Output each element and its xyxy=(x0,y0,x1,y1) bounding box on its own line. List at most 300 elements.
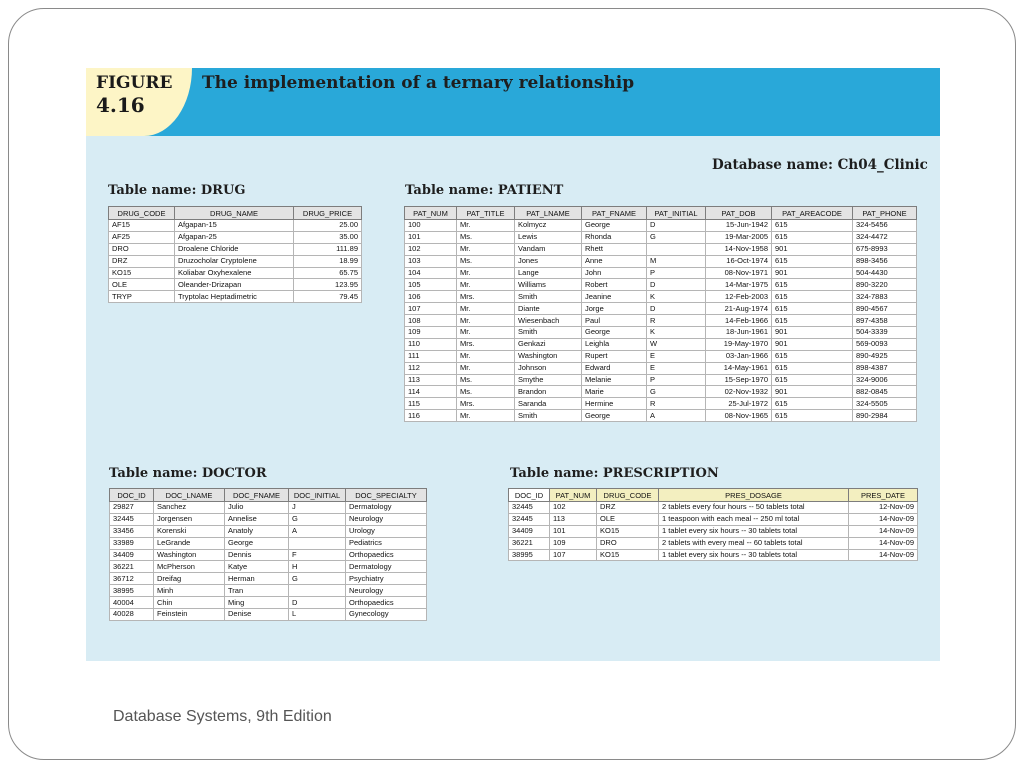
table-cell: 1 tablet every six hours -- 30 tablets total xyxy=(659,549,849,561)
table-cell: J xyxy=(289,502,346,514)
column-header: PRES_DOSAGE xyxy=(659,489,849,502)
table-cell: 113 xyxy=(405,374,457,386)
table-cell: 890-3220 xyxy=(853,279,917,291)
table-cell: 115 xyxy=(405,398,457,410)
table-cell: Korenski xyxy=(154,525,225,537)
table-cell: Ms. xyxy=(457,374,515,386)
table-cell: 14-Nov-09 xyxy=(849,513,918,525)
table-cell xyxy=(289,585,346,597)
table-cell: Ms. xyxy=(457,231,515,243)
table-cell: Edward xyxy=(582,362,647,374)
table-row xyxy=(405,386,917,398)
table-cell: 504-3339 xyxy=(853,327,917,339)
table-cell: AF25 xyxy=(109,231,175,243)
table-cell: 18.99 xyxy=(294,255,362,267)
table-cell: Annelise xyxy=(225,513,289,525)
table-cell: 25.00 xyxy=(294,220,362,232)
table-cell: Dermatology xyxy=(346,502,427,514)
table-cell: W xyxy=(647,338,706,350)
table-cell: 34409 xyxy=(110,549,154,561)
table-cell: 106 xyxy=(405,291,457,303)
table-row xyxy=(110,585,427,597)
table-cell: Genkazi xyxy=(515,338,582,350)
column-header: PRES_DATE xyxy=(849,489,918,502)
table-cell: 111 xyxy=(405,350,457,362)
table-cell: 38995 xyxy=(509,549,550,561)
table-cell: Mrs. xyxy=(457,338,515,350)
table-cell: Dreifag xyxy=(154,573,225,585)
table-cell: KO15 xyxy=(597,525,659,537)
table-cell: 890-4925 xyxy=(853,350,917,362)
patient-table xyxy=(404,206,917,422)
table-cell: D xyxy=(647,303,706,315)
table-cell: 65.75 xyxy=(294,267,362,279)
doctor-table xyxy=(109,488,427,621)
table-cell: A xyxy=(647,410,706,422)
table-cell: 14-Feb-1966 xyxy=(706,315,772,327)
table-cell: 33456 xyxy=(110,525,154,537)
table-cell: Washington xyxy=(515,350,582,362)
prescription-table-label: Table name: PRESCRIPTION xyxy=(510,466,719,481)
table-cell: Leighla xyxy=(582,338,647,350)
table-cell: 675-8993 xyxy=(853,243,917,255)
table-cell: 898-3456 xyxy=(853,255,917,267)
table-cell: L xyxy=(289,609,346,621)
table-cell: Pediatrics xyxy=(346,537,427,549)
column-header: DRUG_PRICE xyxy=(294,207,362,220)
table-cell: Hermine xyxy=(582,398,647,410)
table-cell: 112 xyxy=(405,362,457,374)
table-cell: Koliabar Oxyhexalene xyxy=(175,267,294,279)
table-cell: 615 xyxy=(772,410,853,422)
column-header: DOC_LNAME xyxy=(154,489,225,502)
drug-table-label: Table name: DRUG xyxy=(108,183,246,198)
table-cell: George xyxy=(225,537,289,549)
table-cell: 324-4472 xyxy=(853,231,917,243)
table-cell: Afgapan-25 xyxy=(175,231,294,243)
table-row xyxy=(405,350,917,362)
table-cell: D xyxy=(289,597,346,609)
table-cell: 25-Jul-1972 xyxy=(706,398,772,410)
table-cell: Afgapan-15 xyxy=(175,220,294,232)
table-cell: 14-Mar-1975 xyxy=(706,279,772,291)
table-cell: Druzocholar Cryptolene xyxy=(175,255,294,267)
table-cell: 615 xyxy=(772,220,853,232)
table-cell: 615 xyxy=(772,231,853,243)
slide-footer: Database Systems, 9th Edition xyxy=(113,708,332,725)
table-cell: 901 xyxy=(772,386,853,398)
table-cell: DRZ xyxy=(109,255,175,267)
table-cell: Ms. xyxy=(457,255,515,267)
table-cell: 111.89 xyxy=(294,243,362,255)
table-row xyxy=(509,502,918,514)
table-cell: Lange xyxy=(515,267,582,279)
table-row xyxy=(405,398,917,410)
table-cell: Marie xyxy=(582,386,647,398)
table-row xyxy=(405,291,917,303)
table-cell: Feinstein xyxy=(154,609,225,621)
column-header: DRUG_NAME xyxy=(175,207,294,220)
table-row xyxy=(110,537,427,549)
table-cell: 901 xyxy=(772,267,853,279)
table-cell: Mrs. xyxy=(457,291,515,303)
table-cell: KO15 xyxy=(109,267,175,279)
table-cell: OLE xyxy=(597,513,659,525)
table-cell: Rhett xyxy=(582,243,647,255)
table-cell: Psychiatry xyxy=(346,573,427,585)
figure-title: The implementation of a ternary relationship xyxy=(202,73,635,93)
column-header: DOC_FNAME xyxy=(225,489,289,502)
table-cell: 890-2984 xyxy=(853,410,917,422)
table-cell: DRO xyxy=(109,243,175,255)
prescription-table xyxy=(508,488,918,561)
table-cell: Gynecology xyxy=(346,609,427,621)
table-cell: TRYP xyxy=(109,291,175,303)
table-cell: 34409 xyxy=(509,525,550,537)
table-row xyxy=(405,327,917,339)
table-row xyxy=(405,338,917,350)
table-cell: R xyxy=(647,315,706,327)
table-cell: Lewis xyxy=(515,231,582,243)
table-cell: 1 tablet every six hours -- 30 tablets total xyxy=(659,525,849,537)
table-row xyxy=(109,279,362,291)
table-cell: Mr. xyxy=(457,279,515,291)
table-row xyxy=(110,597,427,609)
table-cell: OLE xyxy=(109,279,175,291)
table-cell: 114 xyxy=(405,386,457,398)
table-cell: 21-Aug-1974 xyxy=(706,303,772,315)
table-cell: 14-Nov-09 xyxy=(849,537,918,549)
table-cell: 107 xyxy=(405,303,457,315)
table-cell: 105 xyxy=(405,279,457,291)
table-cell: 14-Nov-1958 xyxy=(706,243,772,255)
table-cell: 108 xyxy=(405,315,457,327)
table-cell: 35.00 xyxy=(294,231,362,243)
table-cell: Saranda xyxy=(515,398,582,410)
table-cell: 890-4567 xyxy=(853,303,917,315)
table-cell: John xyxy=(582,267,647,279)
column-header: PAT_AREACODE xyxy=(772,207,853,220)
table-cell: P xyxy=(647,267,706,279)
table-cell: Mr. xyxy=(457,350,515,362)
table-cell: McPherson xyxy=(154,561,225,573)
table-cell: G xyxy=(289,513,346,525)
table-cell: Mr. xyxy=(457,267,515,279)
table-cell: 901 xyxy=(772,243,853,255)
table-cell: LeGrande xyxy=(154,537,225,549)
table-cell: Wiesenbach xyxy=(515,315,582,327)
table-cell: 32445 xyxy=(110,513,154,525)
column-header: PAT_LNAME xyxy=(515,207,582,220)
column-header: DRUG_CODE xyxy=(597,489,659,502)
table-cell: G xyxy=(289,573,346,585)
table-cell: Chin xyxy=(154,597,225,609)
table-cell: AF15 xyxy=(109,220,175,232)
table-cell: Dennis xyxy=(225,549,289,561)
table-cell: Washington xyxy=(154,549,225,561)
table-cell: 32445 xyxy=(509,513,550,525)
table-cell: Smith xyxy=(515,327,582,339)
table-cell: Mr. xyxy=(457,303,515,315)
table-cell: Orthopaedics xyxy=(346,597,427,609)
table-cell: 615 xyxy=(772,303,853,315)
table-cell: 101 xyxy=(405,231,457,243)
table-cell: 40004 xyxy=(110,597,154,609)
table-cell: E xyxy=(647,362,706,374)
table-row xyxy=(110,561,427,573)
table-cell: Mr. xyxy=(457,327,515,339)
table-cell: 19-Mar-2005 xyxy=(706,231,772,243)
table-row xyxy=(110,549,427,561)
table-cell: Mr. xyxy=(457,243,515,255)
table-cell: Sanchez xyxy=(154,502,225,514)
table-cell: Brandon xyxy=(515,386,582,398)
table-cell: Robert xyxy=(582,279,647,291)
table-row xyxy=(405,267,917,279)
table-cell: 33989 xyxy=(110,537,154,549)
table-cell: 100 xyxy=(405,220,457,232)
table-cell: Urology xyxy=(346,525,427,537)
table-cell: 615 xyxy=(772,398,853,410)
table-cell: G xyxy=(647,231,706,243)
table-cell: Minh xyxy=(154,585,225,597)
column-header: PAT_PHONE xyxy=(853,207,917,220)
table-cell: Melanie xyxy=(582,374,647,386)
table-cell: Dermatology xyxy=(346,561,427,573)
column-header: PAT_INITIAL xyxy=(647,207,706,220)
table-cell: 03-Jan-1966 xyxy=(706,350,772,362)
column-header: PAT_NUM xyxy=(550,489,597,502)
table-cell: DRZ xyxy=(597,502,659,514)
table-row xyxy=(509,525,918,537)
table-cell: R xyxy=(647,398,706,410)
table-row xyxy=(109,231,362,243)
table-row xyxy=(405,231,917,243)
figure-label: FIGURE xyxy=(96,73,173,93)
table-cell: 110 xyxy=(405,338,457,350)
table-cell: Smith xyxy=(515,291,582,303)
table-row xyxy=(509,537,918,549)
table-cell: D xyxy=(647,220,706,232)
table-cell: Neurology xyxy=(346,513,427,525)
table-row xyxy=(109,267,362,279)
table-row xyxy=(110,525,427,537)
table-cell: 16-Oct-1974 xyxy=(706,255,772,267)
table-cell: 123.95 xyxy=(294,279,362,291)
table-cell: 29827 xyxy=(110,502,154,514)
table-cell: Mr. xyxy=(457,315,515,327)
table-cell: Johnson xyxy=(515,362,582,374)
table-cell: DRO xyxy=(597,537,659,549)
table-row xyxy=(109,291,362,303)
table-row xyxy=(109,255,362,267)
table-cell: D xyxy=(647,279,706,291)
table-cell: 08-Nov-1971 xyxy=(706,267,772,279)
table-cell: 102 xyxy=(550,502,597,514)
column-header: DOC_ID xyxy=(110,489,154,502)
table-cell: 504-4430 xyxy=(853,267,917,279)
table-cell: K xyxy=(647,291,706,303)
column-header: PAT_DOB xyxy=(706,207,772,220)
table-cell: Ms. xyxy=(457,386,515,398)
table-row xyxy=(405,315,917,327)
table-cell: Herman xyxy=(225,573,289,585)
table-cell: H xyxy=(289,561,346,573)
table-cell: 569-0093 xyxy=(853,338,917,350)
table-cell: Julio xyxy=(225,502,289,514)
table-cell: 102 xyxy=(405,243,457,255)
patient-table-label: Table name: PATIENT xyxy=(405,183,564,198)
table-cell: Anne xyxy=(582,255,647,267)
table-cell: 2 tablets every four hours -- 50 tablets total xyxy=(659,502,849,514)
table-cell: 615 xyxy=(772,279,853,291)
table-cell: Anatoly xyxy=(225,525,289,537)
column-header: PAT_TITLE xyxy=(457,207,515,220)
table-row xyxy=(110,502,427,514)
table-cell: 02-Nov-1932 xyxy=(706,386,772,398)
table-cell: Katye xyxy=(225,561,289,573)
table-cell: 324-9006 xyxy=(853,374,917,386)
table-cell: Orthopaedics xyxy=(346,549,427,561)
table-row xyxy=(110,513,427,525)
table-cell: 32445 xyxy=(509,502,550,514)
table-row xyxy=(405,362,917,374)
table-row xyxy=(405,374,917,386)
column-header: DOC_ID xyxy=(509,489,550,502)
table-row xyxy=(405,255,917,267)
patient-header-row xyxy=(405,207,917,220)
table-cell: 615 xyxy=(772,362,853,374)
table-cell: M xyxy=(647,255,706,267)
table-cell: 14-Nov-09 xyxy=(849,549,918,561)
table-row xyxy=(110,609,427,621)
table-cell: Smythe xyxy=(515,374,582,386)
table-cell: Rupert xyxy=(582,350,647,362)
drug-table xyxy=(108,206,362,303)
table-cell: Tran xyxy=(225,585,289,597)
table-cell: 324-7883 xyxy=(853,291,917,303)
table-row xyxy=(405,220,917,232)
table-cell: 36712 xyxy=(110,573,154,585)
table-cell: 36221 xyxy=(509,537,550,549)
table-cell: Rhonda xyxy=(582,231,647,243)
table-cell: 897-4358 xyxy=(853,315,917,327)
table-cell: Paul xyxy=(582,315,647,327)
drug-header-row xyxy=(109,207,362,220)
column-header: PAT_NUM xyxy=(405,207,457,220)
table-cell: George xyxy=(582,410,647,422)
table-cell: Ming xyxy=(225,597,289,609)
table-cell: Denise xyxy=(225,609,289,621)
table-row xyxy=(110,573,427,585)
table-cell: Jorgensen xyxy=(154,513,225,525)
table-cell xyxy=(289,537,346,549)
table-cell: 40028 xyxy=(110,609,154,621)
table-cell: Tryptolac Heptadimetric xyxy=(175,291,294,303)
table-cell: 901 xyxy=(772,338,853,350)
table-cell: G xyxy=(647,386,706,398)
table-row xyxy=(109,220,362,232)
column-header: PAT_FNAME xyxy=(582,207,647,220)
column-header: DOC_SPECIALTY xyxy=(346,489,427,502)
table-cell: 882-0845 xyxy=(853,386,917,398)
table-cell: 615 xyxy=(772,291,853,303)
table-cell: 18-Jun-1961 xyxy=(706,327,772,339)
table-cell: Mrs. xyxy=(457,398,515,410)
table-cell: Smith xyxy=(515,410,582,422)
table-cell: 104 xyxy=(405,267,457,279)
table-cell: E xyxy=(647,350,706,362)
table-cell: 898-4387 xyxy=(853,362,917,374)
table-cell: 615 xyxy=(772,374,853,386)
figure-number: 4.16 xyxy=(96,93,145,117)
table-cell: 1 teaspoon with each meal -- 250 ml total xyxy=(659,513,849,525)
table-cell: KO15 xyxy=(597,549,659,561)
table-cell xyxy=(647,243,706,255)
table-row xyxy=(405,243,917,255)
doctor-table-label: Table name: DOCTOR xyxy=(109,466,267,481)
table-cell: 15-Jun-1942 xyxy=(706,220,772,232)
table-cell: 615 xyxy=(772,315,853,327)
table-cell: 101 xyxy=(550,525,597,537)
table-cell: 615 xyxy=(772,255,853,267)
table-row xyxy=(509,549,918,561)
table-row xyxy=(109,243,362,255)
table-cell: Mr. xyxy=(457,410,515,422)
column-header: DRUG_CODE xyxy=(109,207,175,220)
table-row xyxy=(405,303,917,315)
table-cell: Oleander-Drizapan xyxy=(175,279,294,291)
database-name: Database name: Ch04_Clinic xyxy=(712,157,928,173)
table-cell: Jorge xyxy=(582,303,647,315)
table-cell: A xyxy=(289,525,346,537)
table-cell: Mr. xyxy=(457,220,515,232)
table-cell: F xyxy=(289,549,346,561)
table-cell: 901 xyxy=(772,327,853,339)
table-cell: Mr. xyxy=(457,362,515,374)
table-row xyxy=(405,410,917,422)
table-cell: 79.45 xyxy=(294,291,362,303)
table-cell: Vandam xyxy=(515,243,582,255)
table-cell: 12-Feb-2003 xyxy=(706,291,772,303)
table-cell: George xyxy=(582,220,647,232)
table-cell: 19-May-1970 xyxy=(706,338,772,350)
table-cell: Jones xyxy=(515,255,582,267)
table-row xyxy=(509,513,918,525)
table-cell: 109 xyxy=(550,537,597,549)
table-cell: 12-Nov-09 xyxy=(849,502,918,514)
table-cell: Diante xyxy=(515,303,582,315)
table-cell: 324-5505 xyxy=(853,398,917,410)
table-cell: 14-Nov-09 xyxy=(849,525,918,537)
table-row xyxy=(405,279,917,291)
prescription-header-row xyxy=(509,489,918,502)
table-cell: 103 xyxy=(405,255,457,267)
table-cell: 615 xyxy=(772,350,853,362)
table-cell: 36221 xyxy=(110,561,154,573)
table-cell: 324-5456 xyxy=(853,220,917,232)
doctor-header-row xyxy=(110,489,427,502)
table-cell: Kolmycz xyxy=(515,220,582,232)
table-cell: Williams xyxy=(515,279,582,291)
table-cell: P xyxy=(647,374,706,386)
table-cell: Neurology xyxy=(346,585,427,597)
table-cell: Jeanine xyxy=(582,291,647,303)
table-cell: 113 xyxy=(550,513,597,525)
table-cell: 38995 xyxy=(110,585,154,597)
table-cell: 109 xyxy=(405,327,457,339)
table-cell: K xyxy=(647,327,706,339)
